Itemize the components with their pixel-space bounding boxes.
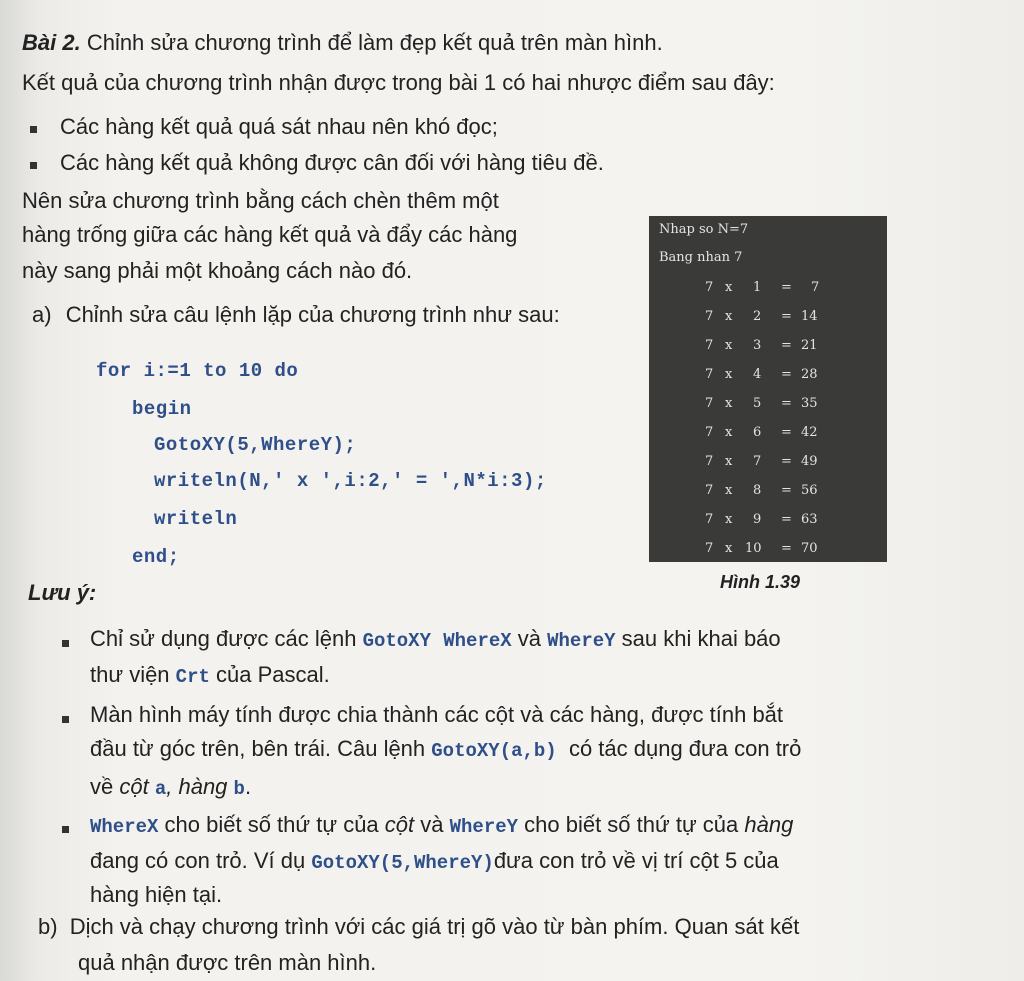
code-line-3: GotoXY(5,WhereY); (154, 434, 357, 456)
note-2-line-3 (90, 772, 251, 804)
bullet-icon (62, 640, 69, 647)
keyword-gotoxy-5: GotoXY(5,WhereY) (311, 852, 494, 874)
exercise-title-text: Chỉnh sửa chương trình để làm đẹp kết quả trên màn hình. (80, 30, 663, 55)
note-italic: , hàng (166, 774, 228, 799)
console-multiplier: 4 (753, 367, 762, 382)
note-1-line-2 (90, 660, 330, 692)
console-row (649, 541, 887, 561)
intro-text: Kết quả của chương trình nhận được trong bài 1 có hai nhược điểm sau đây: (22, 70, 775, 95)
bullet-icon (30, 162, 37, 169)
suggestion-line-2: hàng trống giữa các hàng kết quả và đẩy các hàng (22, 222, 518, 247)
defect-item-1: Các hàng kết quả quá sát nhau nên khó đọc; (60, 114, 498, 139)
keyword-a: a (154, 778, 167, 800)
suggestion-line-1: Nên sửa chương trình bằng cách chèn thêm một (22, 188, 499, 213)
console-multiplicand: 7 (705, 367, 714, 382)
keyword-wherey: WhereY (449, 816, 519, 838)
console-product: 42 (801, 425, 818, 440)
console-equals-sign: = (781, 541, 792, 556)
console-row (649, 454, 887, 474)
console-multiplicand: 7 (705, 541, 714, 556)
console-input-line: Nhap so N=7 (659, 222, 749, 237)
console-product: 35 (801, 396, 818, 411)
console-multiplicand: 7 (705, 454, 714, 469)
console-multiplicand: 7 (705, 512, 714, 527)
code-line-6: end; (132, 546, 180, 568)
bullet-icon (62, 716, 69, 723)
console-multiplicand: 7 (705, 425, 714, 440)
note-text: đầu từ góc trên, bên trái. Câu lệnh (90, 736, 432, 761)
note-text: thư viện (90, 662, 176, 687)
note-1-line-1 (90, 624, 781, 656)
note-text: Chỉ sử dụng được các lệnh (90, 626, 363, 651)
console-times-sign: x (725, 367, 733, 382)
console-equals-sign: = (781, 367, 792, 382)
console-times-sign: x (725, 454, 733, 469)
console-equals-sign: = (781, 396, 792, 411)
part-b-line-2: quả nhận được trên màn hình. (78, 950, 377, 975)
note-text: về (90, 774, 120, 799)
note-3-line-1 (90, 810, 793, 842)
console-multiplicand: 7 (705, 483, 714, 498)
console-multiplicand: 7 (705, 309, 714, 324)
console-row (649, 512, 887, 532)
keyword-gotoxy-ab: GotoXY(a,b) (431, 740, 557, 762)
console-multiplier: 3 (753, 338, 762, 353)
console-row (649, 425, 887, 445)
console-multiplier: 1 (753, 280, 762, 295)
part-a (32, 300, 560, 330)
code-line-4: writeln(N,' x ',i:2,' = ',N*i:3); (154, 470, 547, 492)
console-times-sign: x (725, 541, 733, 556)
note-text: của Pascal. (209, 662, 330, 687)
figure-caption: Hình 1.39 (720, 572, 801, 592)
console-row (649, 338, 887, 358)
console-row (649, 367, 887, 387)
bullet-icon (62, 826, 69, 833)
console-times-sign: x (725, 396, 733, 411)
note-3-line-3: hàng hiện tại. (90, 882, 223, 907)
note-text: và (414, 812, 450, 837)
note-text: đưa con trỏ về vị trí cột 5 của (493, 848, 779, 873)
console-header-line: Bang nhan 7 (659, 250, 743, 265)
note-italic: cột (384, 812, 415, 837)
code-line-1: for i:=1 to 10 do (96, 360, 299, 382)
console-multiplicand: 7 (705, 338, 714, 353)
note-text: và (511, 626, 548, 651)
note-2-line-2 (90, 734, 801, 766)
part-b-text: Dịch và chạy chương trình với các giá trị gõ vào từ bàn phím. Quan sát kết (69, 914, 800, 939)
console-multiplier: 10 (745, 541, 762, 556)
console-row (649, 309, 887, 329)
code-line-2: begin (132, 398, 192, 420)
console-equals-sign: = (781, 338, 792, 353)
console-multiplier: 2 (753, 309, 762, 324)
console-multiplicand: 7 (705, 280, 714, 295)
console-product: 49 (801, 454, 818, 469)
keyword-crt: Crt (175, 666, 210, 688)
console-equals-sign: = (781, 483, 792, 498)
part-a-text: Chỉnh sửa câu lệnh lặp của chương trình như sau: (65, 302, 560, 327)
console-multiplicand: 7 (705, 396, 714, 411)
console-product: 63 (801, 512, 818, 527)
console-equals-sign: = (781, 512, 792, 527)
console-product: 14 (801, 309, 818, 324)
note-italic: hàng (744, 812, 794, 837)
console-row (649, 483, 887, 503)
console-multiplier: 8 (753, 483, 762, 498)
note-2-line-1: Màn hình máy tính được chia thành các cột và các hàng, được tính bắt (90, 702, 784, 727)
note-text: . (244, 774, 252, 799)
code-line-5: writeln (154, 508, 238, 530)
keyword-wherex: WhereX (90, 816, 159, 838)
exercise-title (22, 28, 663, 58)
part-b-label: b) (38, 914, 58, 939)
console-product: 28 (801, 367, 818, 382)
note-text: đang có con trỏ. Ví dụ (90, 848, 312, 873)
console-product: 56 (801, 483, 818, 498)
note-heading: Lưu ý: (28, 580, 97, 605)
note-text: cho biết số thứ tự của (158, 812, 385, 837)
console-multiplier: 6 (753, 425, 762, 440)
note-text: có tác dụng đưa con trỏ (562, 736, 802, 761)
console-equals-sign: = (781, 309, 792, 324)
console-times-sign: x (725, 309, 733, 324)
console-equals-sign: = (781, 425, 792, 440)
keyword-wherey: WhereY (547, 630, 616, 652)
suggestion-line-3: này sang phải một khoảng cách nào đó. (22, 258, 413, 283)
console-times-sign: x (725, 512, 733, 527)
console-times-sign: x (725, 338, 733, 353)
bullet-icon (30, 126, 37, 133)
keyword-b: b (233, 778, 245, 800)
note-text: sau khi khai báo (615, 626, 781, 651)
console-times-sign: x (725, 483, 733, 498)
console-equals-sign: = (781, 454, 792, 469)
console-product: 21 (801, 338, 818, 353)
defect-item-2: Các hàng kết quả không được cân đối với hàng tiêu đề. (60, 150, 604, 175)
console-product: 7 (811, 280, 820, 295)
console-times-sign: x (725, 280, 733, 295)
part-b-line-1 (38, 912, 799, 942)
keyword-wherex: WhereX (443, 630, 512, 652)
console-multiplier: 5 (753, 396, 762, 411)
note-3-line-2 (90, 846, 779, 878)
console-product: 70 (801, 541, 818, 556)
console-multiplier: 9 (753, 512, 762, 527)
keyword-gotoxy: GotoXY (362, 630, 431, 652)
console-multiplier: 7 (753, 454, 762, 469)
console-row (649, 396, 887, 416)
console-row (649, 280, 887, 300)
part-a-label: a) (32, 302, 52, 327)
console-equals-sign: = (781, 280, 792, 295)
exercise-number: Bài 2. (22, 30, 81, 55)
console-screenshot (649, 216, 887, 562)
note-italic: cột (119, 774, 149, 799)
note-text: cho biết số thứ tự của (518, 812, 745, 837)
console-times-sign: x (725, 425, 733, 440)
